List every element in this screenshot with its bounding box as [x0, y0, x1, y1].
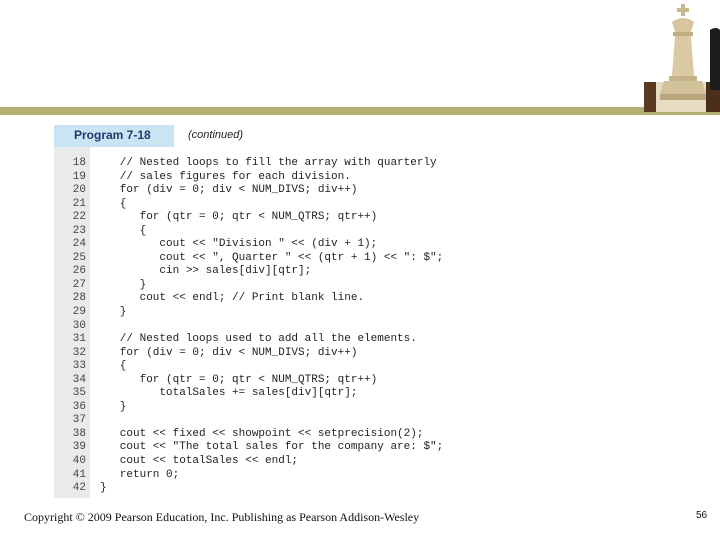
code-text: for (qtr = 0; qtr < NUM_QTRS; qtr++) [100, 211, 378, 224]
program-listing [54, 125, 458, 498]
code-line [54, 198, 458, 212]
code-line [54, 279, 458, 293]
code-text: // sales figures for each division. [100, 170, 351, 183]
code-text: cout << ", Quarter " << (qtr + 1) << ": $"; [100, 251, 444, 264]
code-text: } [100, 400, 127, 413]
code-text: // Nested loops used to add all the elements. [100, 333, 417, 346]
code-text: totalSales += sales[div][qtr]; [100, 387, 358, 400]
code-text: { [100, 360, 127, 373]
code-line [54, 265, 458, 279]
code-line [54, 401, 458, 415]
code-text: cout << "The total sales for the company are: $"; [100, 441, 444, 454]
page-number: 56 [696, 510, 708, 521]
program-title-box [54, 125, 174, 147]
line-number: 33 [72, 360, 86, 373]
code-text: for (div = 0; div < NUM_DIVS; div++) [100, 184, 358, 197]
code-line [54, 238, 458, 252]
line-number: 35 [72, 387, 86, 400]
code-line [54, 482, 458, 496]
chess-king-icon [644, 0, 720, 112]
code-text: // Nested loops to fill the array with quarterly [100, 157, 437, 169]
line-number: 31 [72, 333, 86, 346]
line-number: 36 [72, 400, 86, 413]
code-line [54, 360, 458, 374]
code-body [54, 157, 458, 496]
code-text: for (qtr = 0; qtr < NUM_QTRS; qtr++) [100, 373, 378, 386]
code-text: } [100, 306, 127, 319]
line-number: 27 [72, 278, 86, 291]
copyright-footer: Copyright © 2009 Pearson Education, Inc. Publishing as Pearson Addison-Wesley [24, 510, 420, 524]
code-text: cout << totalSales << endl; [100, 455, 299, 468]
line-number: 23 [72, 224, 86, 237]
code-line [54, 211, 458, 225]
line-number: 42 [72, 482, 86, 495]
code-text: for (div = 0; div < NUM_DIVS; div++) [100, 346, 358, 359]
line-number: 37 [72, 414, 86, 427]
code-line [54, 320, 458, 334]
line-number: 26 [72, 265, 86, 278]
line-number: 24 [72, 238, 86, 251]
line-number: 28 [72, 292, 86, 305]
line-number: 30 [72, 319, 86, 332]
code-text: cout << fixed << showpoint << setprecision(2); [100, 427, 424, 440]
code-line [54, 171, 458, 185]
code-line [54, 455, 458, 469]
line-number: 20 [72, 184, 86, 197]
code-line [54, 347, 458, 361]
code-line [54, 306, 458, 320]
code-text: { [100, 224, 147, 237]
line-number: 29 [72, 306, 86, 319]
code-line [54, 441, 458, 455]
program-header [54, 125, 458, 147]
program-title: Program 7-18 [74, 128, 151, 142]
line-number: 21 [72, 197, 86, 210]
code-line [54, 157, 458, 171]
code-text: return 0; [100, 468, 180, 481]
line-number: 38 [72, 427, 86, 440]
line-number: 25 [72, 251, 86, 264]
header-accent-bar [0, 107, 720, 115]
code-text: cin >> sales[div][qtr]; [100, 265, 312, 278]
line-number: 32 [72, 346, 86, 359]
line-number: 41 [72, 468, 86, 481]
code-line [54, 184, 458, 198]
line-number: 34 [72, 373, 86, 386]
code-text: cout << "Division " << (div + 1); [100, 238, 378, 251]
code-line [54, 252, 458, 266]
code-text: } [100, 278, 147, 291]
line-number: 22 [72, 211, 86, 224]
code-text: { [100, 197, 127, 210]
code-line [54, 225, 458, 239]
code-line [54, 387, 458, 401]
code-line [54, 414, 458, 428]
program-subtitle: (continued) [188, 129, 244, 141]
code-line [54, 428, 458, 442]
line-number: 39 [72, 441, 86, 454]
code-line [54, 469, 458, 483]
code-text: } [100, 482, 107, 495]
code-line [54, 374, 458, 388]
code-line [54, 292, 458, 306]
line-number: 18 [72, 157, 86, 169]
line-number: 40 [72, 455, 86, 468]
code-line [54, 333, 458, 347]
code-text: cout << endl; // Print blank line. [100, 292, 365, 305]
line-number: 19 [72, 170, 86, 183]
